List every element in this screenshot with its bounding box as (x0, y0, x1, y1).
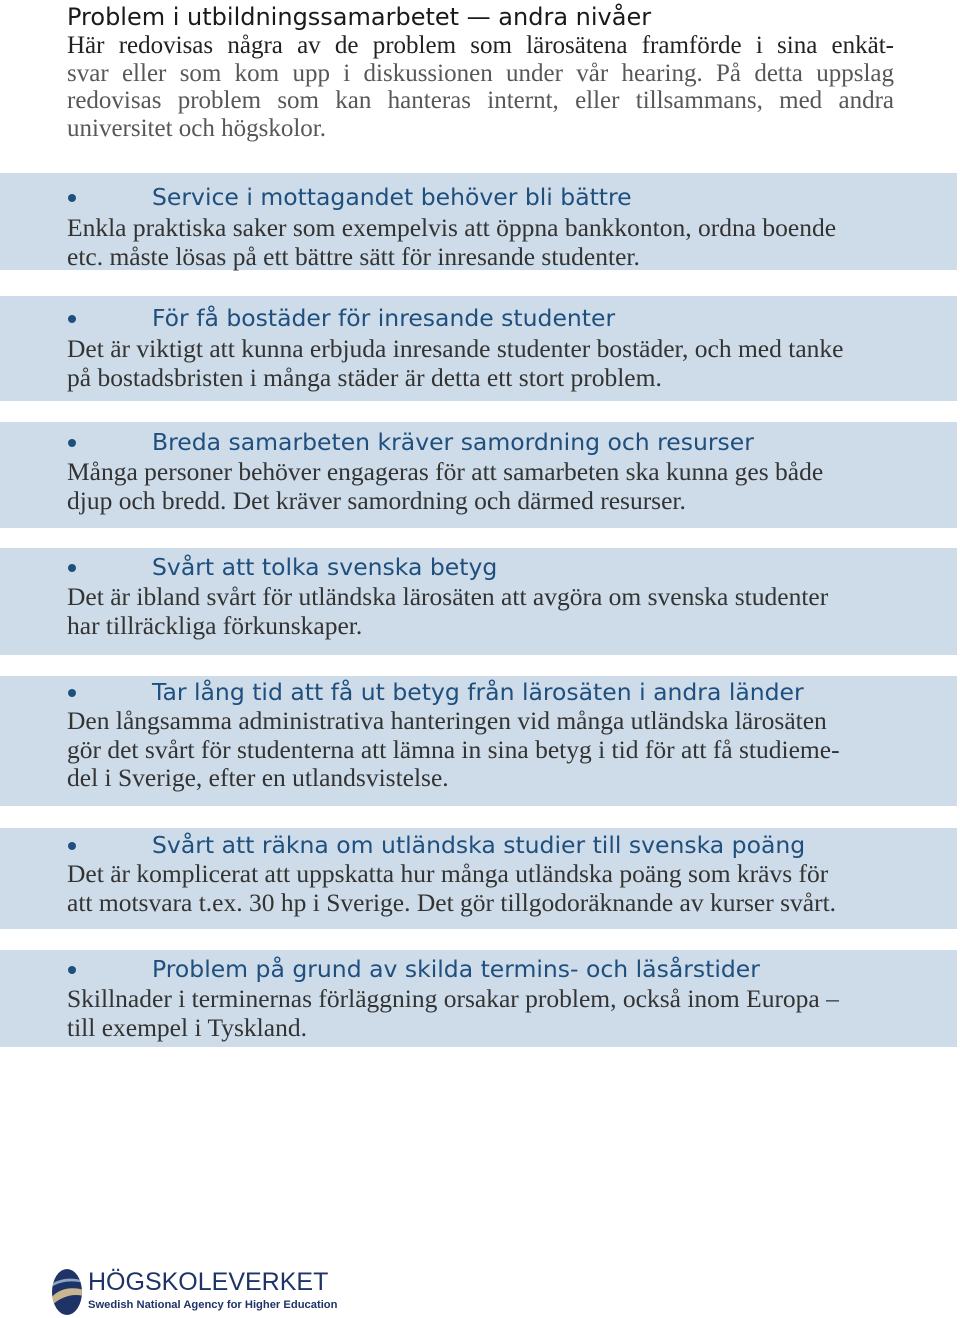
description-line: Enkla praktiska saker som exempelvis att öppna bankkonton, ordna boende (67, 213, 837, 242)
problem-box (0, 173, 957, 270)
bullet-icon (68, 689, 76, 697)
bullet-icon (68, 194, 76, 202)
description-line: Det är viktigt att kunna erbjuda inresande studenter bostäder, och med tanke (67, 334, 844, 363)
intro-paragraph (67, 32, 894, 143)
intro-line: Här redovisas några av de problem som lärosätena framförde i sina enkät- (67, 32, 894, 59)
description-line: på bostadsbristen i många städer är detta ett stort problem. (67, 362, 662, 392)
problem-heading: Tar lång tid att få ut betyg från lärosäten i andra länder (152, 678, 804, 706)
problem-box (0, 422, 957, 528)
problem-heading: Svårt att räkna om utländska studier till svenska poäng (152, 831, 806, 859)
agency-subtitle: Swedish National Agency for Higher Education (88, 1299, 338, 1311)
description-line: att motsvara t.ex. 30 hp i Sverige. Det gör tillgodoräknande av kurser svårt. (67, 887, 837, 917)
description-line: till exempel i Tyskland. (67, 1012, 307, 1042)
problem-description (67, 458, 823, 515)
problem-description (67, 335, 843, 392)
problem-heading: Breda samarbeten kräver samordning och resurser (152, 428, 754, 456)
problem-box (0, 548, 957, 655)
problem-box (0, 296, 957, 401)
problem-box (0, 828, 957, 929)
bullet-icon (68, 439, 76, 447)
agency-logo (50, 1268, 350, 1316)
description-line: Den långsamma administrativa hanteringen vid många utländska lärosäten (67, 706, 827, 735)
problem-description (67, 860, 836, 917)
description-line: Många personer behöver engageras för att samarbeten ska kunna ges både (67, 457, 824, 486)
description-line: Det är komplicerat att uppskatta hur många utländska poäng som krävs för (67, 859, 829, 888)
description-line: gör det svårt för studenterna att lämna in sina betyg i tid för att få studieme- (67, 734, 840, 764)
problem-heading: För få bostäder för inresande studenter (152, 304, 616, 332)
bullet-icon (68, 315, 76, 323)
page-title: Problem i utbildningssamarbetet — andra nivåer (67, 3, 652, 31)
problem-box (0, 676, 957, 806)
bullet-icon (68, 966, 76, 974)
intro-line: redovisas problem som kan hanteras internt, eller tillsammans, med andra (67, 87, 894, 115)
problem-heading: Problem på grund av skilda termins- och läsårstider (152, 955, 760, 983)
description-line: Det är ibland svårt för utländska lärosäten att avgöra om svenska studenter (67, 582, 829, 611)
description-line: etc. måste lösas på ett bättre sätt för inresande studenter. (67, 241, 640, 271)
description-line: Skillnader i terminernas förläggning orsakar problem, också inom Europa – (67, 984, 839, 1013)
problem-heading: Svårt att tolka svenska betyg (152, 553, 498, 581)
bullet-icon (68, 564, 76, 572)
description-line: djup och bredd. Det kräver samordning och därmed resurser. (67, 485, 686, 515)
problem-description (67, 583, 828, 640)
intro-line: universitet och högskolor. (67, 115, 326, 143)
problem-description (67, 707, 840, 793)
description-line: har tillräckliga förkunskaper. (67, 610, 363, 640)
problem-description (67, 214, 836, 271)
intro-line: svar eller som kom upp i diskussionen under vår hearing. På detta uppslag (67, 59, 894, 87)
problem-box (0, 950, 957, 1047)
bullet-icon (68, 842, 76, 850)
description-line: del i Sverige, efter en utlandsvistelse. (67, 763, 449, 793)
problem-heading: Service i mottagandet behöver bli bättre (152, 183, 632, 211)
agency-emblem-icon (50, 1268, 84, 1316)
agency-name: HÖGSKOLEVERKET (88, 1268, 329, 1296)
problem-description (67, 985, 839, 1042)
